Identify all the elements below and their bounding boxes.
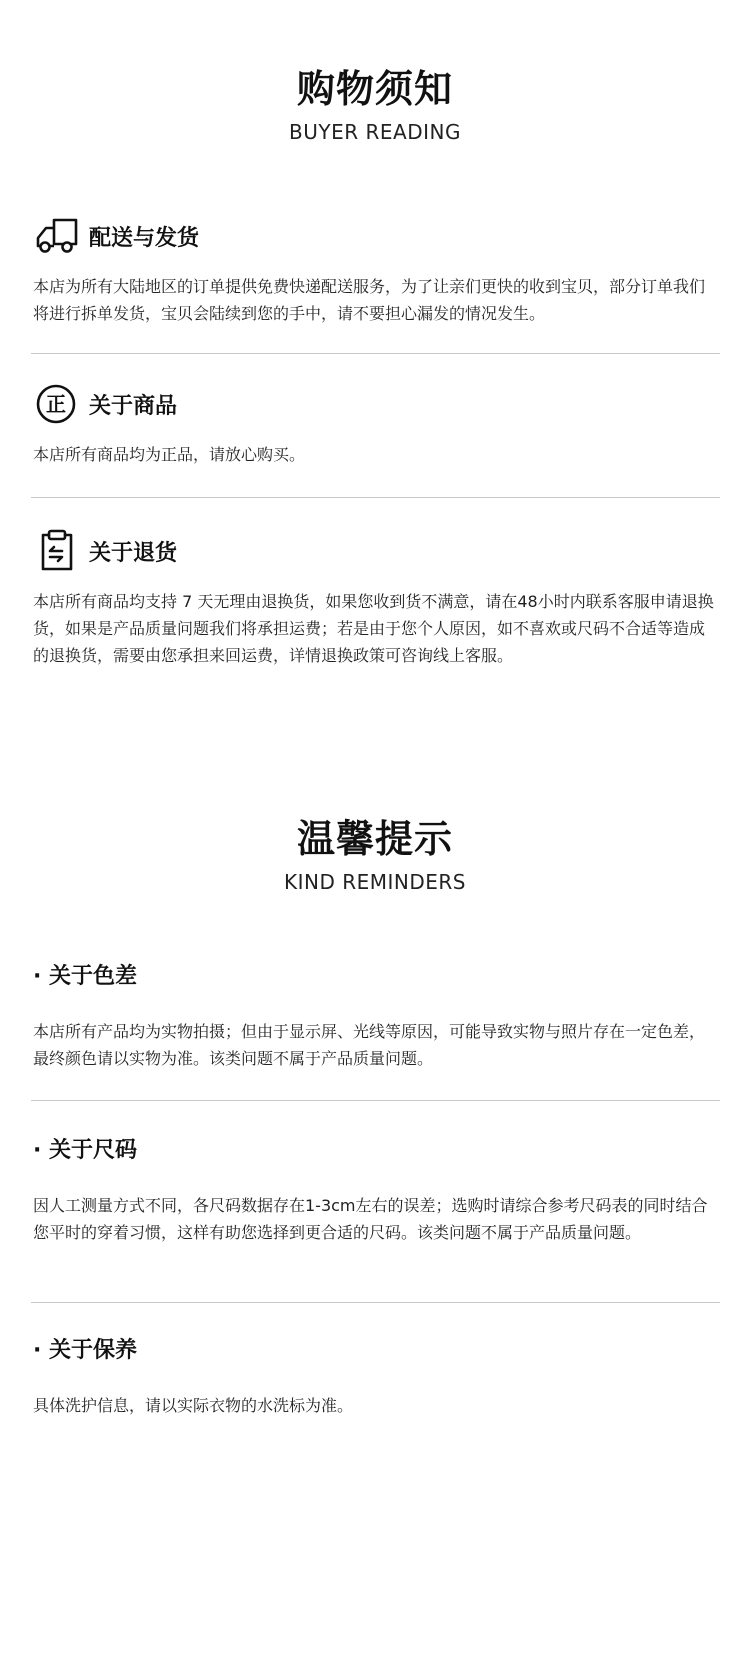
care-section-body: 具体洗护信息，请以实际衣物的水洗标为准。 (33, 1396, 354, 1415)
kind-reminders-header (0, 816, 750, 894)
returns-section (33, 528, 718, 669)
buyer-reading-subtitle: BUYER READING (289, 120, 461, 144)
returns-section-body: 本店所有商品均支持 7 天无理由退换货，如果您收到货不满意，请在48小时内联系客服申请退换货，如果是产品质量问题我们将承担运费；若是由于您个人原因，如不喜欢或尺码不合适等造成的退换货，需要由您承担来回运费，详情退换政策可咨询线上客服。 (33, 592, 714, 665)
buyer-reading-title: 购物须知 (296, 67, 453, 111)
size-section-title: · 关于尺码 (33, 1138, 138, 1163)
genuine-section-body: 本店所有商品均为正品，请放心购买。 (33, 445, 306, 464)
size-section (33, 1136, 718, 1246)
delivery-section-title: 配送与发货 (89, 225, 200, 251)
care-section-title: · 关于保养 (33, 1338, 138, 1363)
return-clipboard-icon (33, 528, 81, 574)
genuine-badge-char: 正 (46, 392, 66, 416)
color-difference-section (33, 962, 718, 1072)
returns-section-title: 关于退货 (89, 540, 178, 566)
color-difference-body: 本店所有产品均为实物拍摄；但由于显示屏、光线等原因，可能导致实物与照片存在一定色差，最终颜色请以实物为准。该类问题不属于产品质量问题。 (33, 1022, 706, 1068)
kind-reminders-title: 温馨提示 (296, 817, 453, 861)
divider (31, 1302, 720, 1303)
kind-reminders-subtitle: KIND REMINDERS (283, 870, 466, 894)
care-section (33, 1336, 718, 1419)
size-section-body: 因人工测量方式不同，各尺码数据存在1-3cm左右的误差；选购时请综合参考尺码表的同时结合您平时的穿着习惯，这样有助您选择到更合适的尺码。该类问题不属于产品质量问题。 (33, 1196, 708, 1242)
divider (31, 497, 720, 498)
delivery-section (33, 213, 718, 327)
color-difference-title: · 关于色差 (33, 964, 138, 989)
buyer-reading-header (0, 66, 750, 144)
genuine-section (33, 381, 718, 468)
divider (31, 353, 720, 354)
genuine-badge-icon (33, 381, 81, 427)
delivery-section-body: 本店为所有大陆地区的订单提供免费快递配送服务，为了让亲们更快的收到宝贝，部分订单我们将进行拆单发货，宝贝会陆续到您的手中，请不要担心漏发的情况发生。 (33, 277, 706, 323)
genuine-section-title: 关于商品 (89, 393, 178, 419)
divider (31, 1100, 720, 1101)
delivery-truck-icon (33, 213, 81, 259)
